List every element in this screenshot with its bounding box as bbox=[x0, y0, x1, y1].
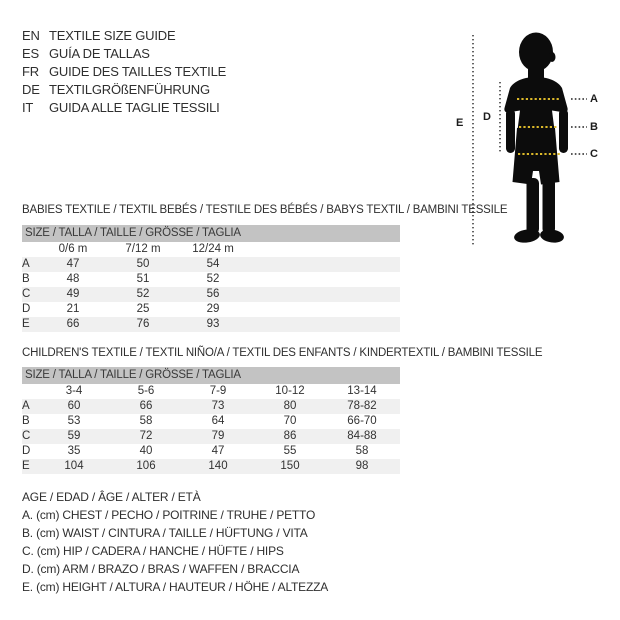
measure-label-a: A bbox=[590, 93, 598, 105]
size-row bbox=[22, 429, 400, 444]
measure-label-d: D bbox=[483, 111, 491, 123]
column-header: 10-12 bbox=[275, 385, 305, 397]
size-row bbox=[22, 302, 400, 317]
language-code: FR bbox=[22, 64, 39, 79]
guide-title: GUIDA ALLE TAGLIE TESSILI bbox=[49, 100, 220, 115]
child-silhouette bbox=[504, 33, 568, 245]
size-value: 51 bbox=[136, 273, 150, 285]
size-value: 72 bbox=[139, 430, 153, 442]
language-code: DE bbox=[22, 82, 40, 97]
size-value: 93 bbox=[206, 318, 220, 330]
guide-title: TEXTILE SIZE GUIDE bbox=[49, 28, 176, 43]
column-header: 3-4 bbox=[65, 385, 83, 397]
children-size-table bbox=[22, 399, 400, 474]
legend-chest-line: A. (cm) CHEST / PECHO / POITRINE / TRUHE / PETTO bbox=[22, 508, 316, 522]
size-row bbox=[22, 317, 400, 332]
legend-waist-line: B. (cm) WAIST / CINTURA / TAILLE / HÜFTUNG / VITA bbox=[22, 526, 308, 540]
size-value: 58 bbox=[139, 415, 153, 427]
size-row bbox=[22, 414, 400, 429]
size-value: 21 bbox=[66, 303, 80, 315]
size-value: 53 bbox=[67, 415, 81, 427]
measure-letter: B bbox=[22, 415, 30, 427]
column-header: 7/12 m bbox=[125, 243, 161, 255]
measure-letter: E bbox=[22, 318, 30, 330]
measure-letter: D bbox=[22, 303, 31, 315]
size-value: 49 bbox=[66, 288, 80, 300]
children-column-header-row bbox=[22, 384, 398, 399]
guide-title: GUIDE DES TAILLES TEXTILE bbox=[49, 64, 227, 79]
language-row-de bbox=[22, 81, 226, 99]
measure-label-c: C bbox=[590, 148, 598, 160]
measure-label-e: E bbox=[456, 117, 464, 129]
size-value: 79 bbox=[211, 430, 225, 442]
language-row-es bbox=[22, 45, 226, 63]
size-value: 29 bbox=[206, 303, 220, 315]
language-code: EN bbox=[22, 28, 40, 43]
size-value: 140 bbox=[208, 460, 228, 472]
size-row bbox=[22, 459, 400, 474]
size-value: 80 bbox=[283, 400, 297, 412]
row-label-spacer bbox=[22, 242, 38, 257]
legend-age-line: AGE / EDAD / ÂGE / ALTER / ETÀ bbox=[22, 490, 201, 504]
column-header: 7-9 bbox=[209, 385, 227, 397]
size-row bbox=[22, 257, 400, 272]
size-value: 35 bbox=[67, 445, 81, 457]
measurement-legend bbox=[22, 488, 328, 596]
children-section-title: CHILDREN'S TEXTILE / TEXTIL NIÑO/A / TEXTIL DES ENFANTS / KINDERTEXTIL / BAMBINI TESSILE bbox=[22, 347, 543, 359]
column-header: 0/6 m bbox=[58, 243, 88, 255]
measure-letter: A bbox=[22, 258, 30, 270]
children-size-header-bar: SIZE / TALLA / TAILLE / GRÖSSE / TAGLIA bbox=[22, 367, 400, 384]
size-value: 66 bbox=[139, 400, 153, 412]
child-silhouette-figure bbox=[440, 10, 620, 260]
measure-letter: E bbox=[22, 460, 30, 472]
size-value: 104 bbox=[64, 460, 84, 472]
babies-size-table bbox=[22, 257, 400, 332]
language-code: ES bbox=[22, 46, 39, 61]
size-value: 47 bbox=[211, 445, 225, 457]
size-value: 55 bbox=[283, 445, 297, 457]
size-row bbox=[22, 444, 400, 459]
size-value: 64 bbox=[211, 415, 225, 427]
size-value: 86 bbox=[283, 430, 297, 442]
legend-arm-line: D. (cm) ARM / BRAZO / BRAS / WAFFEN / BRACCIA bbox=[22, 562, 300, 576]
language-row-it bbox=[22, 99, 226, 117]
column-header: 12/24 m bbox=[192, 243, 234, 255]
size-value: 58 bbox=[355, 445, 369, 457]
column-header: 5-6 bbox=[137, 385, 155, 397]
row-label-spacer bbox=[22, 384, 38, 399]
size-value: 59 bbox=[67, 430, 81, 442]
babies-section-title: BABIES TEXTILE / TEXTIL BEBÉS / TESTILE DES BÉBÉS / BABYS TEXTIL / BAMBINI TESSILE bbox=[22, 204, 508, 216]
size-value: 40 bbox=[139, 445, 153, 457]
size-value: 70 bbox=[283, 415, 297, 427]
measure-letter: A bbox=[22, 400, 30, 412]
size-value: 54 bbox=[206, 258, 220, 270]
size-value: 60 bbox=[67, 400, 81, 412]
measure-letter: C bbox=[22, 288, 31, 300]
language-title-list bbox=[22, 27, 226, 117]
size-value: 25 bbox=[136, 303, 150, 315]
size-value: 66-70 bbox=[347, 415, 377, 427]
measure-letter: D bbox=[22, 445, 31, 457]
size-value: 56 bbox=[206, 288, 220, 300]
guide-title: TEXTILGRÖßENFÜHRUNG bbox=[49, 82, 210, 97]
size-value: 66 bbox=[66, 318, 80, 330]
legend-hip-line: C. (cm) HIP / CADERA / HANCHE / HÜFTE / HIPS bbox=[22, 544, 284, 558]
size-value: 52 bbox=[136, 288, 150, 300]
measure-letter: B bbox=[22, 273, 30, 285]
size-value: 48 bbox=[66, 273, 80, 285]
size-row bbox=[22, 287, 400, 302]
column-header: 13-14 bbox=[347, 385, 377, 397]
legend-height-line: E. (cm) HEIGHT / ALTURA / HAUTEUR / HÖHE / ALTEZZA bbox=[22, 580, 329, 594]
size-value: 73 bbox=[211, 400, 225, 412]
guide-title: GUÍA DE TALLAS bbox=[49, 46, 150, 61]
size-value: 47 bbox=[66, 258, 80, 270]
size-row bbox=[22, 272, 400, 287]
language-row-en bbox=[22, 27, 226, 45]
size-row bbox=[22, 399, 400, 414]
size-value: 76 bbox=[136, 318, 150, 330]
size-value: 150 bbox=[280, 460, 300, 472]
language-code: IT bbox=[22, 100, 34, 115]
size-value: 52 bbox=[206, 273, 220, 285]
babies-column-header-row bbox=[22, 242, 248, 257]
measure-letter: C bbox=[22, 430, 31, 442]
size-value: 98 bbox=[355, 460, 369, 472]
size-value: 106 bbox=[136, 460, 156, 472]
language-row-fr bbox=[22, 63, 226, 81]
size-value: 50 bbox=[136, 258, 150, 270]
size-value: 78-82 bbox=[347, 400, 377, 412]
size-value: 84-88 bbox=[347, 430, 377, 442]
babies-size-header-bar: SIZE / TALLA / TAILLE / GRÖSSE / TAGLIA bbox=[22, 225, 400, 242]
measure-label-b: B bbox=[590, 121, 598, 133]
